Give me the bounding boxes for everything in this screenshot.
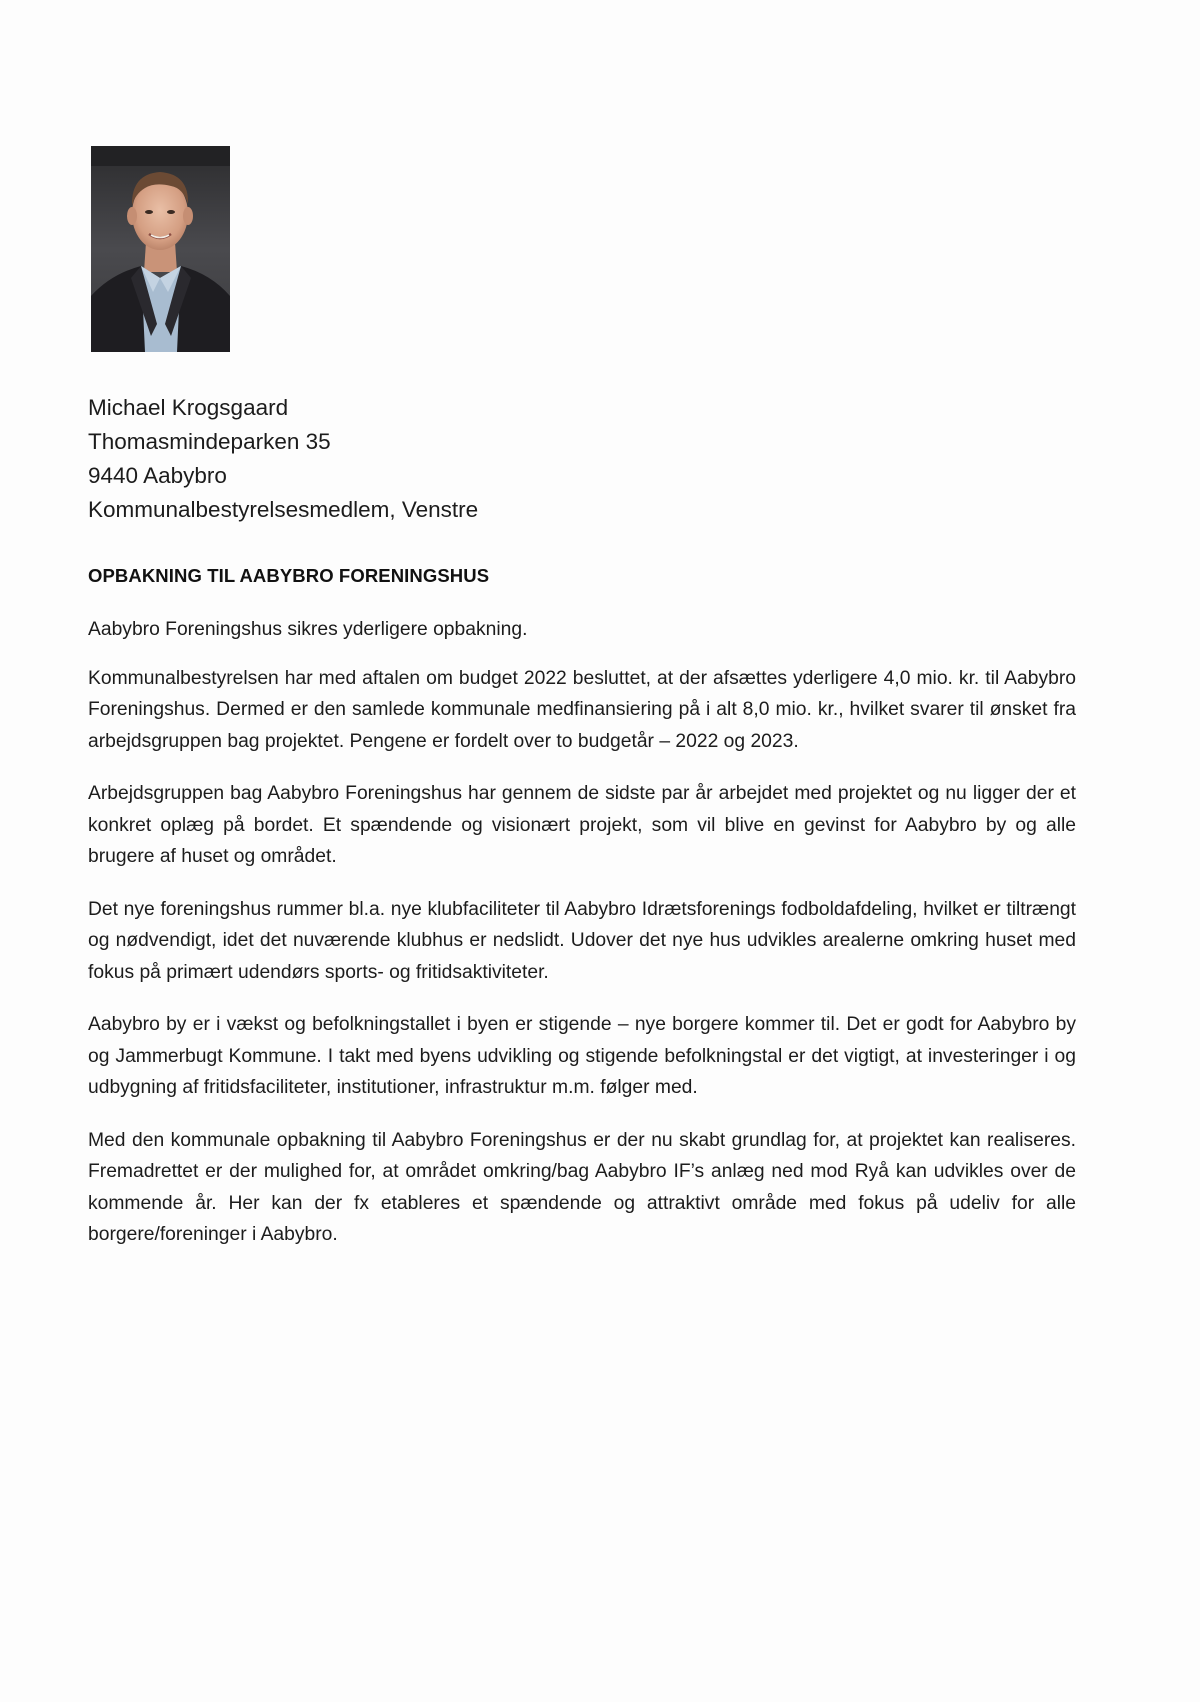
paragraph-growth: Aabybro by er i vækst og befolkningstallet i byen er stigende – nye borgere kommer til. Det er godt for Aabybro by og Jammerbugt Kommune. I takt med byens udvikling og stigende befolkningstal er det vigtigt, at investeringer i og udbygning af fritidsfaciliteter, institutioner, infrastruktur m.m. følger med. [88,1014,1076,1098]
paragraph-budget: Kommunalbestyrelsen har med aftalen om budget 2022 besluttet, at der afsættes yderligere 4,0 mio. kr. til Aabybro Foreningshus. Dermed er den samlede kommunale medfinansiering på i alt 8,0 mio. kr., hvilket svarer til ønsket fra arbejdsgruppen bag projektet. Pengene er fordelt over to budgetår – 2022 og 2023. [88,667,1076,752]
paragraph-facilities: Det nye foreningshus rummer bl.a. nye klubfaciliteter til Aabybro Idrætsforenings fodboldafdeling, hvilket er tiltrængt og nødvendigt, idet det nuværende klubhus er nedslidt. Udover det nye hus udvikles arealerne omkring huset med fokus på primært udendørs sports- og fritidsaktiviteter. [88,898,1076,983]
sender-city: 9440 Aabybro [88,463,227,488]
sender-street: Thomasmindeparken 35 [88,429,331,454]
sender-role: Kommunalbestyrelsesmedlem, Venstre [88,497,479,522]
portrait-photo [91,146,230,352]
paragraph-outlook: Med den kommunale opbakning til Aabybro Foreningshus er der nu skabt grundlag for, at projektet kan realiseres. Fremadrettet er der mulighed for, at området omkring/bag Aabybro IF’s anlæg ned mod Ryå kan udvikles over de kommende år. Her kan der fx etableres et spændende og attraktivt område med fokus på udeliv for alle borgere/foreninger i Aabybro. [88,1129,1076,1245]
paragraph-intro: Aabybro Foreningshus sikres yderligere opbakning. [88,619,528,640]
sender-name: Michael Krogsgaard [88,395,289,420]
sender-address-block [88,391,788,527]
paragraph-workgroup: Arbejdsgruppen bag Aabybro Foreningshus har gennem de sidste par år arbejdet med projektet og nu ligger der et konkret oplæg på bordet. Et spændende og visionært projekt, som vil blive en gevinst for Aabybro by og alle brugere af huset og området. [88,783,1076,867]
letter-heading: OPBAKNING TIL AABYBRO FORENINGSHUS [88,565,490,586]
letter-body [88,614,1076,1272]
